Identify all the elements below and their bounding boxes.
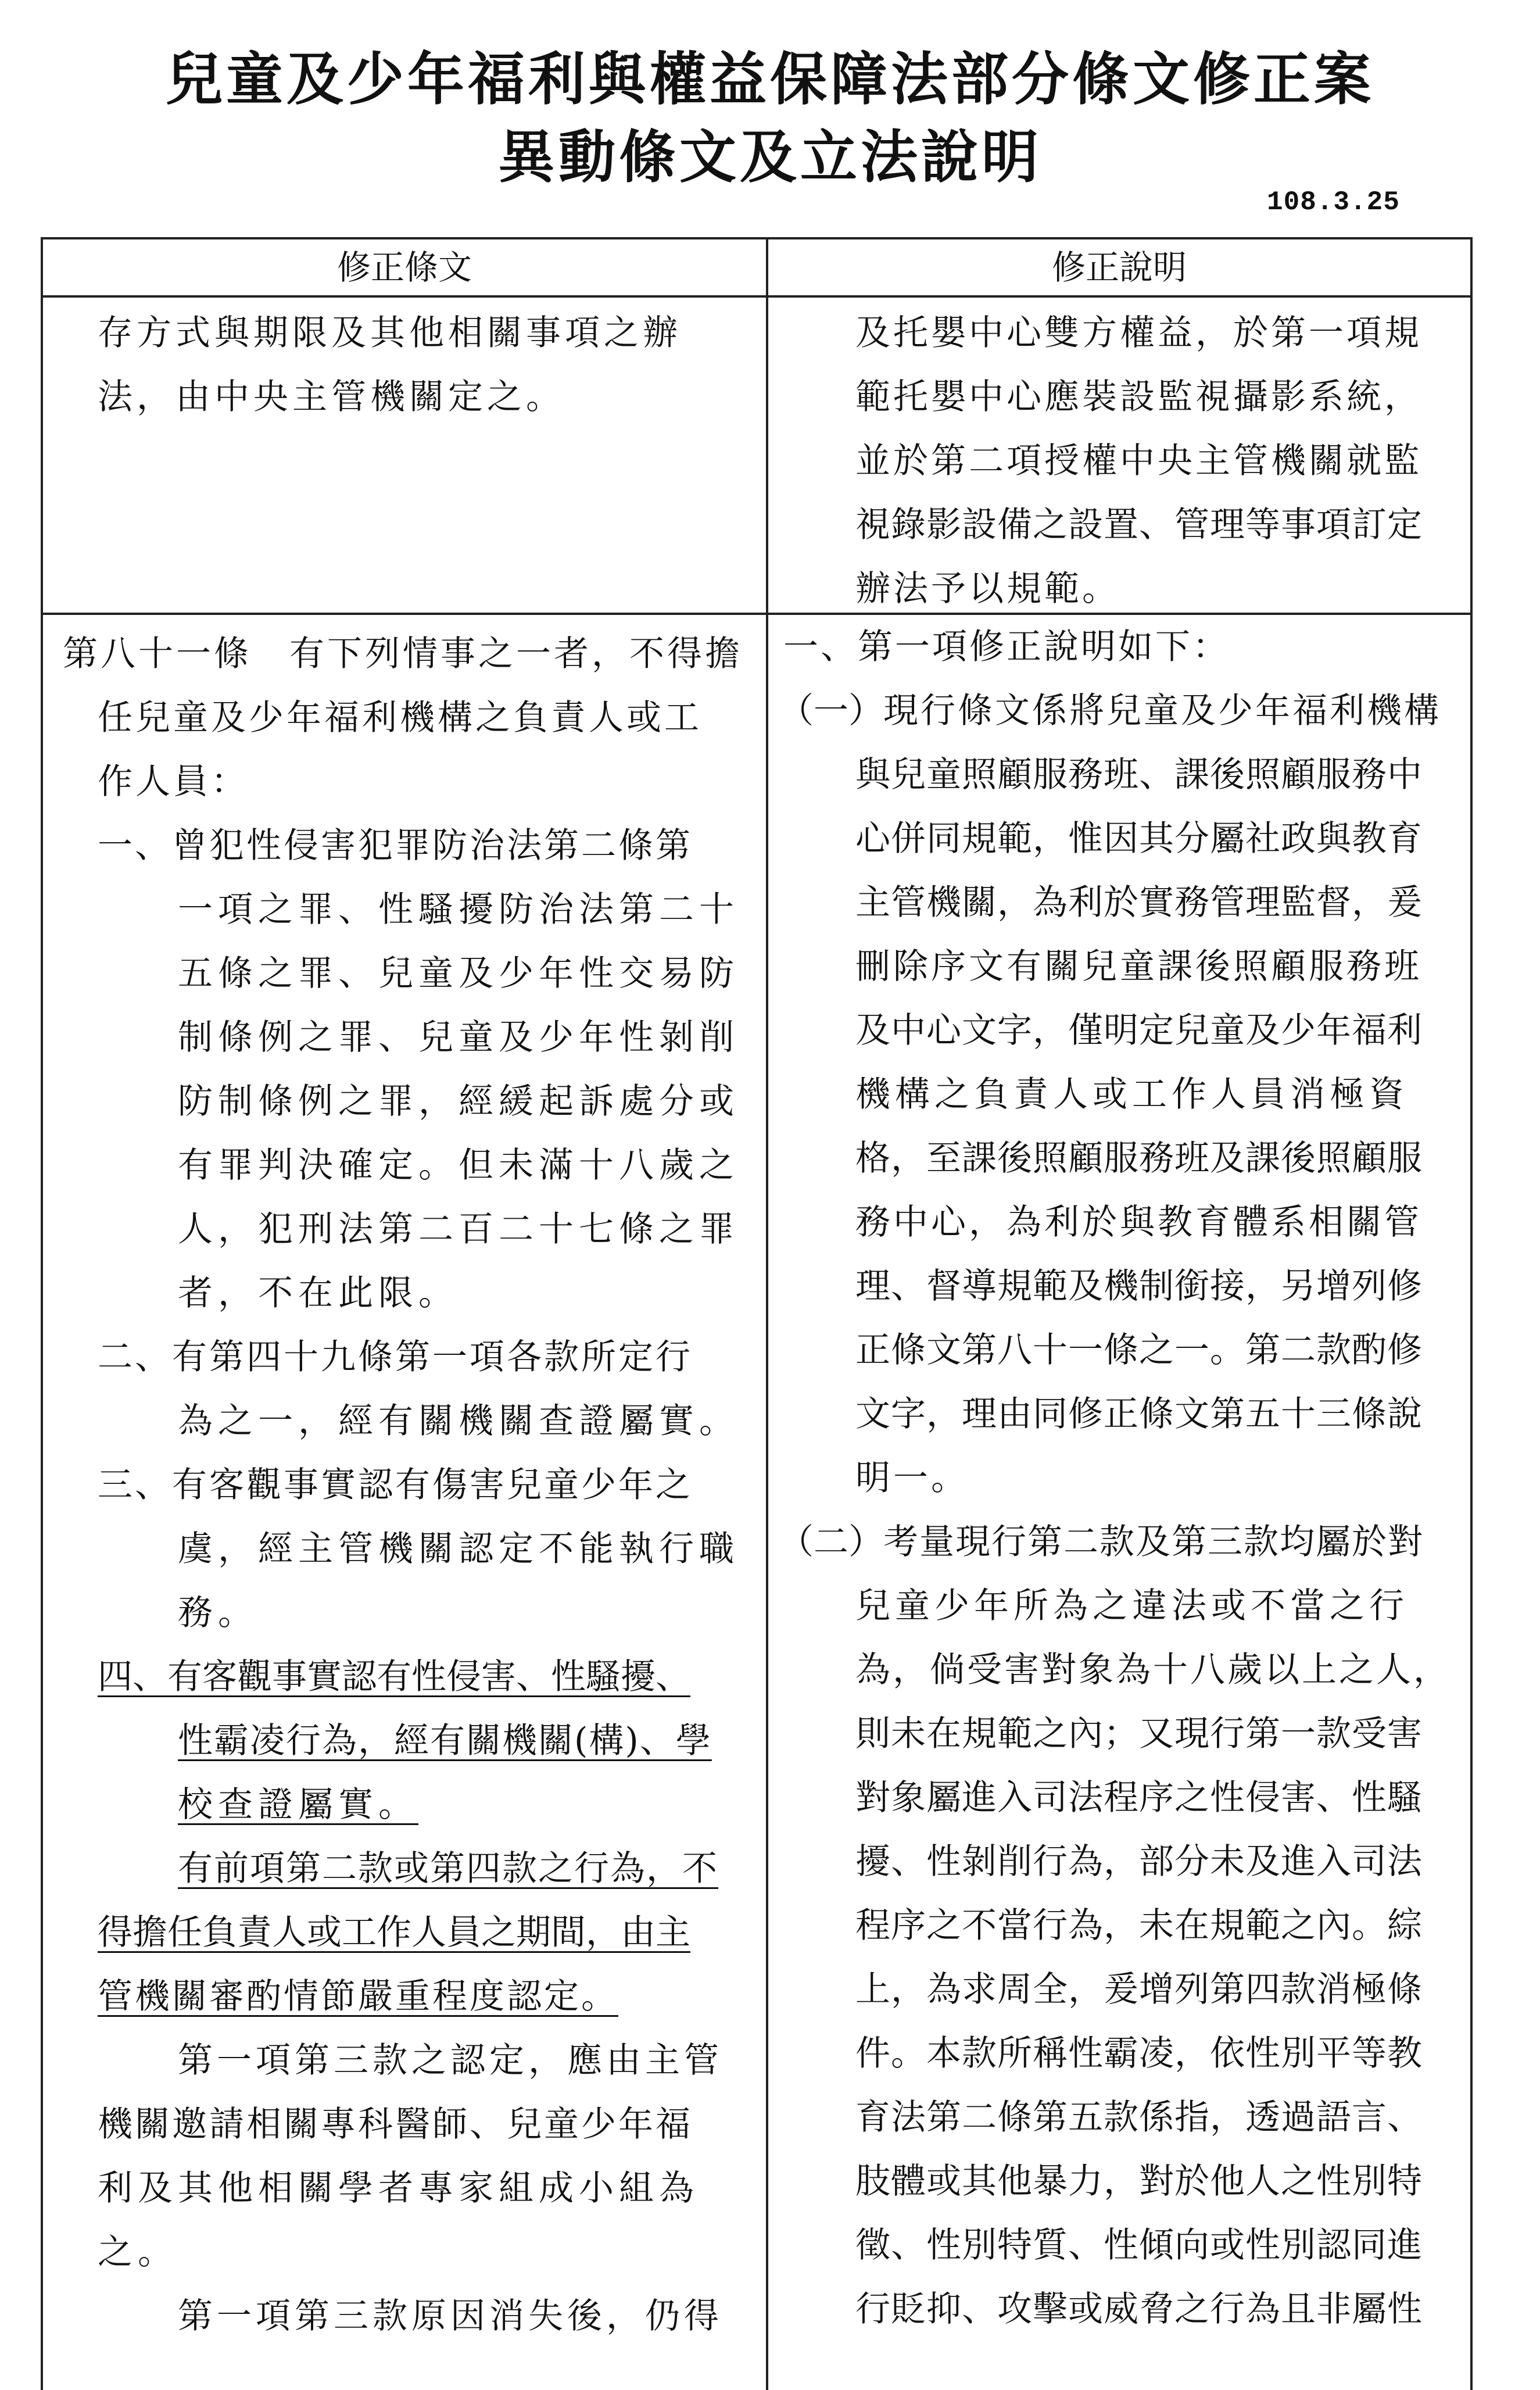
left-line: 任兒童及少年福利機構之負責人或工 [98,697,702,738]
right-line: 視錄影設備之設置、管理等事項訂定 [855,505,1423,545]
right-line: 徵、性別特質、性傾向或性別認同進 [855,2225,1423,2266]
right-line: 辦法予以規範。 [855,568,1120,609]
right-line: 心併同規範，惟因其分屬社政與教育 [855,818,1423,859]
left-line: 第一項第三款之認定，應由主管 [178,2040,723,2081]
left-line: 有罪判決確定。但未滿十八歲之 [178,1145,739,1186]
left-line: 之。 [98,2232,178,2273]
right-line: 明一。 [855,1458,969,1498]
right-line: 及中心文字，僅明定兒童及少年福利 [855,1010,1423,1051]
left-line: 三、有客觀事實認有傷害兒童少年之 [98,1465,693,1505]
right-line: 件。本款所稱性霸凌，依性別平等教 [855,2033,1423,2074]
right-line: 範托嬰中心應裝設監視攝影系統， [855,377,1422,417]
left-line: 務。 [178,1593,258,1633]
right-line: 肢體或其他暴力，對於他人之性別特 [855,2161,1423,2202]
table-header-divider [41,295,1473,298]
right-line: 理、督導規範及機制銜接，另增列修 [855,1266,1423,1307]
right-line: 及托嬰中心雙方權益，於第一項規 [855,313,1422,353]
right-line: 行貶抑、攻擊或威脅之行為且非屬性 [855,2289,1423,2330]
left-line-new-text: 得擔任負責人或工作人員之期間，由主 [98,1912,690,1953]
right-line: 主管機關，為利於實務管理監督，爰 [855,882,1423,923]
right-line: 擾、性剝削行為，部分未及進入司法 [855,1841,1423,1882]
right-line: 上，為求周全，爰增列第四款消極條 [855,1969,1423,2010]
left-line: 利及其他相關學者專家組成小組為 [98,2168,699,2209]
left-line-new-text: 四、有客觀事實認有性侵害、性騷擾、 [98,1656,690,1697]
right-line: 正條文第八十一條之一。第二款酌修 [855,1330,1423,1371]
left-line: 五條之罪、兒童及少年性交易防 [178,953,739,994]
right-line: 並於第二項授權中央主管機關就監 [855,441,1422,481]
explanation-item-1-heading: 一、第一項修正說明如下： [783,627,1230,667]
left-line-new-text: 校查證屬實。 [178,1784,418,1825]
document-title: 兒童及少年福利與權益保障法部分條文修正案 [165,46,1374,113]
right-line: 刪除序文有關兒童課後照顧服務班 [855,946,1422,987]
right-line: 機構之負責人或工作人員消極資 [855,1074,1409,1115]
table-row-divider [41,613,1473,615]
right-line: 考量現行第二款及第三款均屬於對 [883,1522,1424,1562]
left-line: 一項之罪、性騷擾防治法第二十 [178,889,739,930]
right-line: 則未在規範之內；又現行第一款受害 [855,1713,1423,1754]
article-81-heading: 第八十一條 有下列情事之一者，不得擔 [63,634,743,674]
right-line: 程序之不當行為，未在規範之內。綜 [855,1905,1423,1946]
left-line: 制條例之罪、兒童及少年性剝削 [178,1017,739,1058]
table-right-border [1470,237,1473,2390]
left-line: 第一項第三款原因消失後，仍得 [178,2296,723,2337]
document-date: 108.3.25 [1267,187,1400,217]
left-line: 防制條例之罪，經緩起訴處分或 [178,1081,739,1122]
left-line-new-text: 有前項第二款或第四款之行為，不 [178,1848,718,1889]
left-line: 虞，經主管機關認定不能執行職 [178,1529,739,1569]
left-line: 機關邀請相關專科醫師、兒童少年福 [98,2104,693,2145]
right-line: 文字，理由同修正條文第五十三條說 [855,1394,1423,1434]
left-line: 人，犯刑法第二百二十七條之罪 [178,1209,739,1250]
left-line: 存方式與期限及其他相關事項之辦 [98,313,682,353]
left-line: 為之一，經有關機關查證屬實。 [178,1401,739,1441]
left-line: 一、曾犯性侵害犯罪防治法第二條第 [98,825,693,866]
document-subtitle: 異動條文及立法說明 [497,124,1042,191]
explanation-subitem-marker: （一） [779,690,883,731]
column-header-explanation: 修正說明 [1051,248,1187,287]
right-line: 務中心，為利於與教育體系相關管 [855,1202,1422,1243]
right-line: 現行條文係將兒童及少年福利機構 [883,690,1441,731]
right-line: 兒童少年所為之違法或不當之行 [855,1586,1409,1626]
left-line-new-text: 性霸凌行為，經有關機關(構)、學 [178,1720,712,1761]
right-line: 對象屬進入司法程序之性侵害、性騷 [855,1777,1423,1818]
column-header-amended-text: 修正條文 [336,248,472,287]
right-line: 育法第二條第五款係指，透過語言、 [855,2097,1423,2138]
left-line: 二、有第四十九條第一項各款所定行 [98,1337,693,1378]
right-line: 格，至課後照顧服務班及課後照顧服 [855,1138,1423,1179]
right-line: 與兒童照顧服務班、課後照顧服務中 [855,754,1423,795]
table-left-border [41,237,43,2390]
right-line: 為，倘受害對象為十八歲以上之人， [855,1650,1451,1690]
left-line: 者，不在此限。 [178,1273,459,1314]
table-column-divider [766,237,768,2390]
left-line-new-text: 管機關審酌情節嚴重程度認定。 [98,1976,618,2017]
left-line: 作人員： [98,761,249,802]
left-line: 法，由中央主管機關定之。 [98,377,565,417]
explanation-subitem-marker: （二） [779,1522,883,1562]
